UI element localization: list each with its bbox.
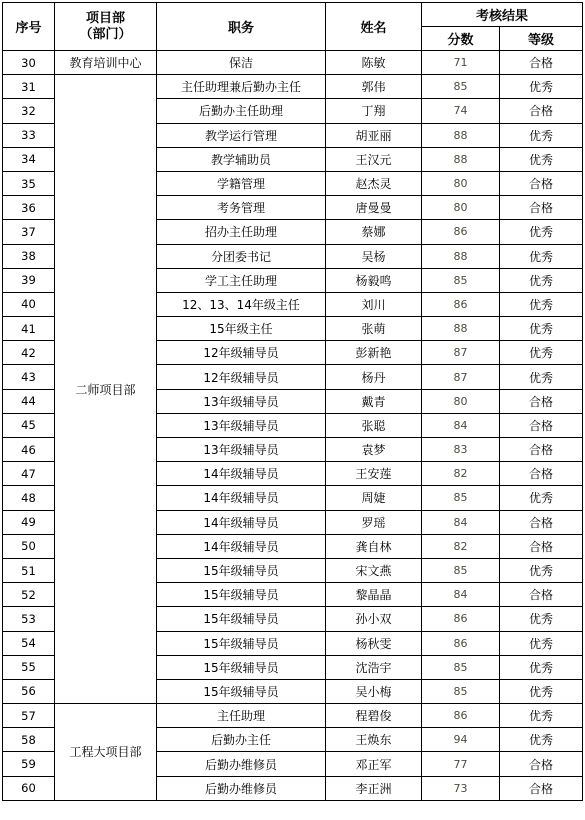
cell-grade: 优秀 <box>500 147 583 171</box>
cell-score: 86 <box>422 607 500 631</box>
cell-name: 陈敏 <box>326 51 422 75</box>
cell-name: 罗瑶 <box>326 510 422 534</box>
cell-seq: 59 <box>3 752 55 776</box>
cell-grade: 优秀 <box>500 655 583 679</box>
cell-seq: 38 <box>3 244 55 268</box>
cell-role: 13年级辅导员 <box>157 413 326 437</box>
cell-role: 后勤办维修员 <box>157 752 326 776</box>
cell-dept: 教育培训中心 <box>55 51 157 75</box>
cell-name: 戴青 <box>326 389 422 413</box>
cell-grade: 合格 <box>500 51 583 75</box>
cell-role: 15年级辅导员 <box>157 631 326 655</box>
table-row <box>3 75 583 99</box>
cell-name: 王安莲 <box>326 462 422 486</box>
cell-name: 丁翔 <box>326 99 422 123</box>
cell-name: 赵杰灵 <box>326 171 422 195</box>
assessment-table <box>2 2 583 801</box>
cell-score: 85 <box>422 268 500 292</box>
cell-name: 龚自林 <box>326 534 422 558</box>
cell-seq: 36 <box>3 196 55 220</box>
cell-seq: 33 <box>3 123 55 147</box>
cell-name: 黎晶晶 <box>326 583 422 607</box>
header-score: 分数 <box>422 27 500 51</box>
cell-grade: 合格 <box>500 171 583 195</box>
cell-grade: 合格 <box>500 99 583 123</box>
cell-grade: 优秀 <box>500 607 583 631</box>
cell-role: 15年级辅导员 <box>157 679 326 703</box>
cell-seq: 43 <box>3 365 55 389</box>
cell-grade: 优秀 <box>500 558 583 582</box>
header-dept-line2: （部门） <box>79 26 132 42</box>
cell-role: 13年级辅导员 <box>157 438 326 462</box>
cell-name: 周婕 <box>326 486 422 510</box>
cell-grade: 合格 <box>500 462 583 486</box>
cell-name: 王汉元 <box>326 147 422 171</box>
cell-seq: 41 <box>3 317 55 341</box>
cell-grade: 合格 <box>500 196 583 220</box>
cell-score: 85 <box>422 655 500 679</box>
cell-role: 教学辅助员 <box>157 147 326 171</box>
cell-score: 71 <box>422 51 500 75</box>
cell-role: 15年级辅导员 <box>157 558 326 582</box>
cell-seq: 37 <box>3 220 55 244</box>
cell-score: 87 <box>422 365 500 389</box>
cell-seq: 35 <box>3 171 55 195</box>
cell-role: 后勤办主任 <box>157 728 326 752</box>
cell-seq: 60 <box>3 776 55 800</box>
cell-score: 82 <box>422 534 500 558</box>
cell-role: 15年级辅导员 <box>157 607 326 631</box>
cell-score: 80 <box>422 171 500 195</box>
cell-grade: 合格 <box>500 510 583 534</box>
cell-seq: 30 <box>3 51 55 75</box>
cell-score: 77 <box>422 752 500 776</box>
cell-dept-group: 二师项目部 <box>55 75 157 704</box>
cell-score: 84 <box>422 510 500 534</box>
cell-role: 保洁 <box>157 51 326 75</box>
cell-seq: 55 <box>3 655 55 679</box>
cell-role: 考务管理 <box>157 196 326 220</box>
cell-name: 邓正军 <box>326 752 422 776</box>
cell-seq: 58 <box>3 728 55 752</box>
cell-score: 88 <box>422 317 500 341</box>
cell-seq: 49 <box>3 510 55 534</box>
cell-name: 沈浩宇 <box>326 655 422 679</box>
cell-grade: 优秀 <box>500 704 583 728</box>
cell-score: 83 <box>422 438 500 462</box>
cell-role: 招办主任助理 <box>157 220 326 244</box>
cell-score: 85 <box>422 486 500 510</box>
cell-seq: 39 <box>3 268 55 292</box>
cell-name: 孙小双 <box>326 607 422 631</box>
cell-name: 程碧俊 <box>326 704 422 728</box>
cell-role: 后勤办维修员 <box>157 776 326 800</box>
cell-seq: 46 <box>3 438 55 462</box>
cell-seq: 34 <box>3 147 55 171</box>
cell-score: 86 <box>422 631 500 655</box>
header-seq: 序号 <box>3 3 55 51</box>
cell-grade: 合格 <box>500 534 583 558</box>
cell-role: 12年级辅导员 <box>157 365 326 389</box>
cell-role: 13年级辅导员 <box>157 389 326 413</box>
cell-score: 80 <box>422 389 500 413</box>
cell-grade: 合格 <box>500 389 583 413</box>
header-dept <box>55 3 157 51</box>
header-grade: 等级 <box>500 27 583 51</box>
cell-seq: 45 <box>3 413 55 437</box>
cell-score: 88 <box>422 244 500 268</box>
cell-grade: 优秀 <box>500 75 583 99</box>
cell-score: 84 <box>422 583 500 607</box>
cell-role: 主任助理 <box>157 704 326 728</box>
cell-score: 86 <box>422 292 500 316</box>
cell-grade: 合格 <box>500 752 583 776</box>
cell-score: 85 <box>422 558 500 582</box>
cell-name: 吴杨 <box>326 244 422 268</box>
cell-grade: 优秀 <box>500 268 583 292</box>
cell-name: 张萌 <box>326 317 422 341</box>
cell-grade: 优秀 <box>500 679 583 703</box>
table-row <box>3 704 583 728</box>
cell-dept-group: 工程大项目部 <box>55 704 157 801</box>
table-row <box>3 51 583 75</box>
cell-name: 刘川 <box>326 292 422 316</box>
cell-grade: 优秀 <box>500 341 583 365</box>
cell-role: 学工主任助理 <box>157 268 326 292</box>
cell-seq: 44 <box>3 389 55 413</box>
cell-role: 15年级辅导员 <box>157 583 326 607</box>
cell-score: 94 <box>422 728 500 752</box>
cell-score: 86 <box>422 704 500 728</box>
cell-grade: 优秀 <box>500 292 583 316</box>
cell-seq: 50 <box>3 534 55 558</box>
cell-name: 唐曼曼 <box>326 196 422 220</box>
cell-seq: 31 <box>3 75 55 99</box>
cell-grade: 优秀 <box>500 365 583 389</box>
cell-score: 87 <box>422 341 500 365</box>
cell-role: 14年级辅导员 <box>157 486 326 510</box>
cell-grade: 优秀 <box>500 317 583 341</box>
cell-name: 杨毅鸣 <box>326 268 422 292</box>
cell-name: 李正洲 <box>326 776 422 800</box>
cell-seq: 56 <box>3 679 55 703</box>
cell-name: 杨秋雯 <box>326 631 422 655</box>
cell-grade: 优秀 <box>500 220 583 244</box>
cell-name: 吴小梅 <box>326 679 422 703</box>
cell-seq: 57 <box>3 704 55 728</box>
cell-role: 后勤办主任助理 <box>157 99 326 123</box>
cell-score: 84 <box>422 413 500 437</box>
cell-name: 胡亚丽 <box>326 123 422 147</box>
cell-role: 12、13、14年级主任 <box>157 292 326 316</box>
cell-grade: 优秀 <box>500 728 583 752</box>
cell-seq: 52 <box>3 583 55 607</box>
cell-score: 86 <box>422 220 500 244</box>
cell-role: 学籍管理 <box>157 171 326 195</box>
cell-name: 杨丹 <box>326 365 422 389</box>
cell-role: 14年级辅导员 <box>157 462 326 486</box>
cell-seq: 40 <box>3 292 55 316</box>
cell-score: 85 <box>422 679 500 703</box>
cell-grade: 合格 <box>500 413 583 437</box>
cell-grade: 优秀 <box>500 631 583 655</box>
cell-role: 12年级辅导员 <box>157 341 326 365</box>
cell-name: 袁梦 <box>326 438 422 462</box>
cell-seq: 51 <box>3 558 55 582</box>
cell-score: 88 <box>422 147 500 171</box>
cell-grade: 优秀 <box>500 486 583 510</box>
cell-grade: 合格 <box>500 438 583 462</box>
cell-score: 88 <box>422 123 500 147</box>
cell-seq: 54 <box>3 631 55 655</box>
cell-grade: 优秀 <box>500 244 583 268</box>
header-name: 姓名 <box>326 3 422 51</box>
cell-score: 85 <box>422 75 500 99</box>
cell-name: 王焕东 <box>326 728 422 752</box>
header-result: 考核结果 <box>422 3 583 27</box>
cell-grade: 合格 <box>500 776 583 800</box>
cell-seq: 47 <box>3 462 55 486</box>
cell-score: 80 <box>422 196 500 220</box>
header-role: 职务 <box>157 3 326 51</box>
cell-role: 教学运行管理 <box>157 123 326 147</box>
cell-role: 主任助理兼后勤办主任 <box>157 75 326 99</box>
cell-role: 14年级辅导员 <box>157 510 326 534</box>
cell-seq: 53 <box>3 607 55 631</box>
cell-grade: 优秀 <box>500 123 583 147</box>
cell-seq: 48 <box>3 486 55 510</box>
cell-name: 彭新艳 <box>326 341 422 365</box>
header-dept-line1: 项目部 <box>85 10 125 26</box>
cell-grade: 合格 <box>500 583 583 607</box>
cell-name: 郭伟 <box>326 75 422 99</box>
cell-name: 蔡娜 <box>326 220 422 244</box>
cell-role: 14年级辅导员 <box>157 534 326 558</box>
cell-seq: 32 <box>3 99 55 123</box>
cell-role: 15年级辅导员 <box>157 655 326 679</box>
cell-name: 宋文燕 <box>326 558 422 582</box>
cell-role: 15年级主任 <box>157 317 326 341</box>
cell-score: 82 <box>422 462 500 486</box>
cell-role: 分团委书记 <box>157 244 326 268</box>
table-body <box>3 51 583 801</box>
cell-name: 张聪 <box>326 413 422 437</box>
cell-score: 74 <box>422 99 500 123</box>
cell-score: 73 <box>422 776 500 800</box>
cell-seq: 42 <box>3 341 55 365</box>
